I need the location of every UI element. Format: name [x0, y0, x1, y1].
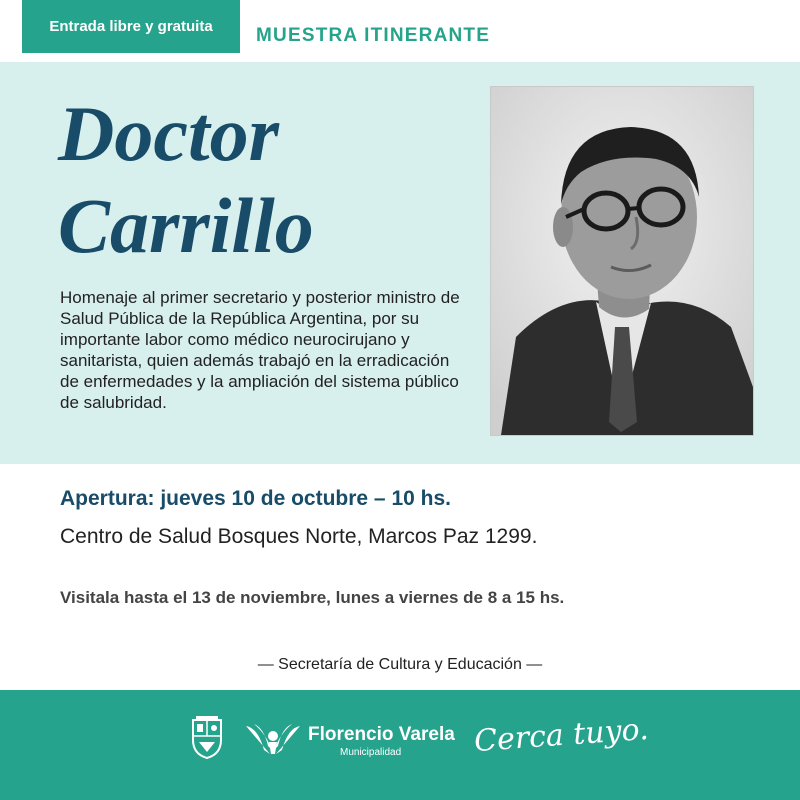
organizer-credit: — Secretaría de Cultura y Educación — [257, 656, 543, 673]
footer-bar [0, 690, 800, 800]
title-line-1: Doctor [58, 90, 279, 177]
municipality-name: Florencio Varela [308, 724, 455, 745]
page-title [58, 88, 314, 272]
florencio-varela-logo-icon [244, 720, 302, 758]
slogan: Cerca tuyo. [472, 711, 650, 760]
tribute-description: Homenaje al primer secretario y posterior ministro de Salud Pública de la República Argentina, por su importante labor como médico neurocirujano y sanitarista, quien además trabajó en la erradicación de enfermedades y la ampliación del sistema público de salubridad. [60, 288, 460, 412]
exhibition-kicker: MUESTRA ITINERANTE [256, 25, 491, 46]
municipal-crest-icon [190, 716, 224, 760]
title-line-2: Carrillo [58, 182, 314, 269]
municipality-label: Municipalidad [340, 747, 402, 758]
free-entry-badge: Entrada libre y gratuita [22, 0, 240, 53]
opening-date: Apertura: jueves 10 de octubre – 10 hs. [60, 487, 451, 510]
portrait-photo-icon [491, 87, 753, 435]
top-bar [0, 0, 800, 62]
hero-panel [0, 62, 800, 464]
portrait-photo [491, 87, 753, 435]
visiting-hours: Visitala hasta el 13 de noviembre, lunes a viernes de 8 a 15 hs. [60, 588, 565, 607]
venue-address: Centro de Salud Bosques Norte, Marcos Paz 1299. [60, 525, 538, 548]
